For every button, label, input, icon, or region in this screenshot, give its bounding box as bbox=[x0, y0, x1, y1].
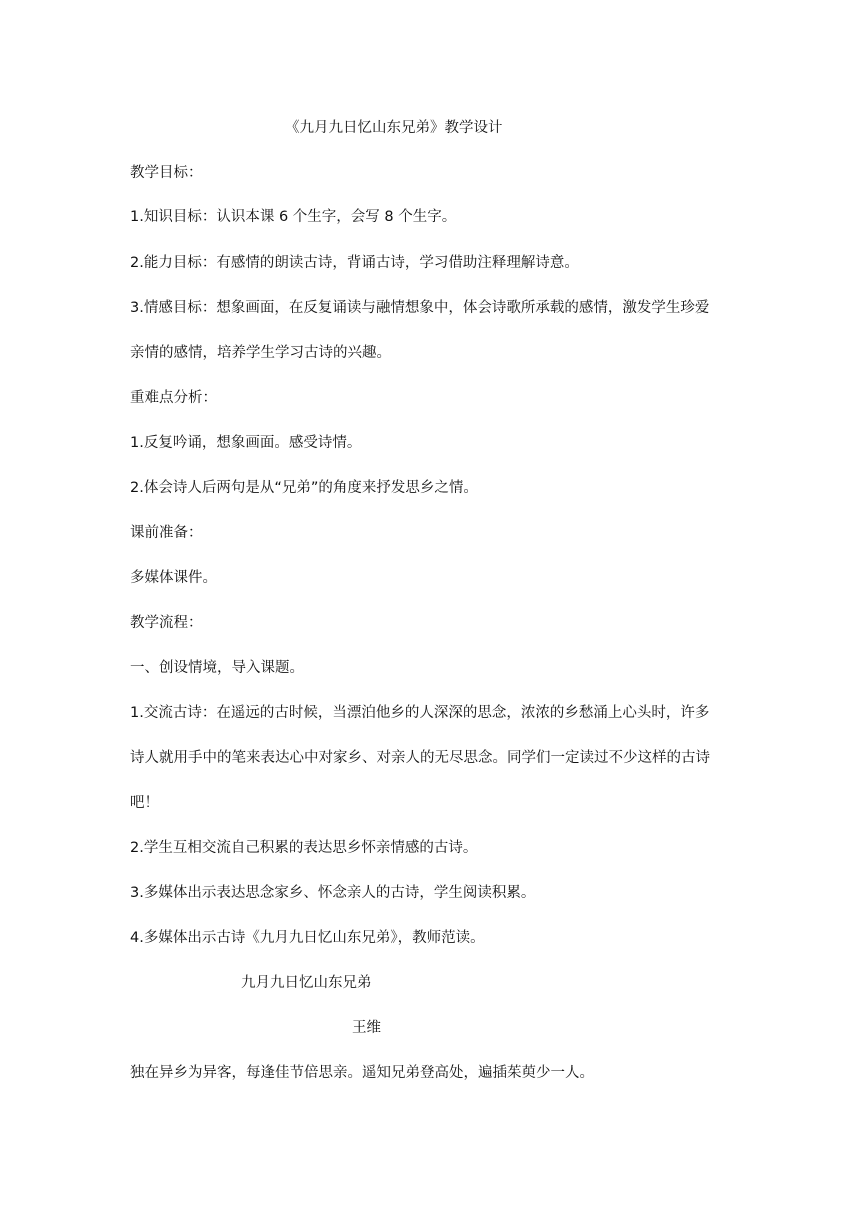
step-1-item-1-line-1: 1.交流古诗：在遥远的古时候，当漂泊他乡的人深深的思念，浓浓的乡愁涌上心头时，许多 bbox=[130, 705, 710, 721]
step-1-heading: 一、创设情境，导入课题。 bbox=[130, 660, 304, 676]
step-1-item-2: 2.学生互相交流自己积累的表达思乡怀亲情感的古诗。 bbox=[130, 840, 478, 856]
poem-title: 九月九日忆山东兄弟 bbox=[241, 975, 372, 991]
difficulty-heading: 重难点分析： bbox=[130, 390, 217, 406]
goal-3-line-2: 亲情的感情，培养学生学习古诗的兴趣。 bbox=[130, 345, 391, 361]
step-1-item-4: 4.多媒体出示古诗《九月九日忆山东兄弟》，教师范读。 bbox=[130, 930, 485, 946]
step-1-item-1-line-2: 诗人就用手中的笔来表达心中对家乡、对亲人的无尽思念。同学们一定读过不少这样的古诗 bbox=[130, 750, 710, 766]
difficulty-1: 1.反复吟诵，想象画面。感受诗情。 bbox=[130, 435, 362, 451]
goals-heading: 教学目标： bbox=[130, 165, 203, 181]
poem-author: 王维 bbox=[352, 1020, 381, 1036]
step-1-item-3: 3.多媒体出示表达思念家乡、怀念亲人的古诗，学生阅读积累。 bbox=[130, 885, 536, 901]
goal-2: 2.能力目标：有感情的朗读古诗，背诵古诗，学习借助注释理解诗意。 bbox=[130, 255, 579, 271]
difficulty-2: 2.体会诗人后两句是从“兄弟”的角度来抒发思乡之情。 bbox=[130, 480, 478, 496]
step-1-item-1-line-3: 吧！ bbox=[130, 795, 159, 811]
process-heading: 教学流程： bbox=[130, 615, 203, 631]
prep-heading: 课前准备： bbox=[130, 525, 203, 541]
goal-1: 1.知识目标：认识本课 6 个生字，会写 8 个生字。 bbox=[130, 209, 457, 225]
document-title: 《九月九日忆山东兄弟》教学设计 bbox=[285, 120, 503, 136]
poem-text: 独在异乡为异客，每逢佳节倍思亲。遥知兄弟登高处，遍插茱萸少一人。 bbox=[130, 1065, 594, 1081]
prep-content: 多媒体课件。 bbox=[130, 570, 217, 586]
goal-3-line-1: 3.情感目标：想象画面，在反复诵读与融情想象中，体会诗歌所承载的感情，激发学生珍爱 bbox=[130, 300, 710, 316]
